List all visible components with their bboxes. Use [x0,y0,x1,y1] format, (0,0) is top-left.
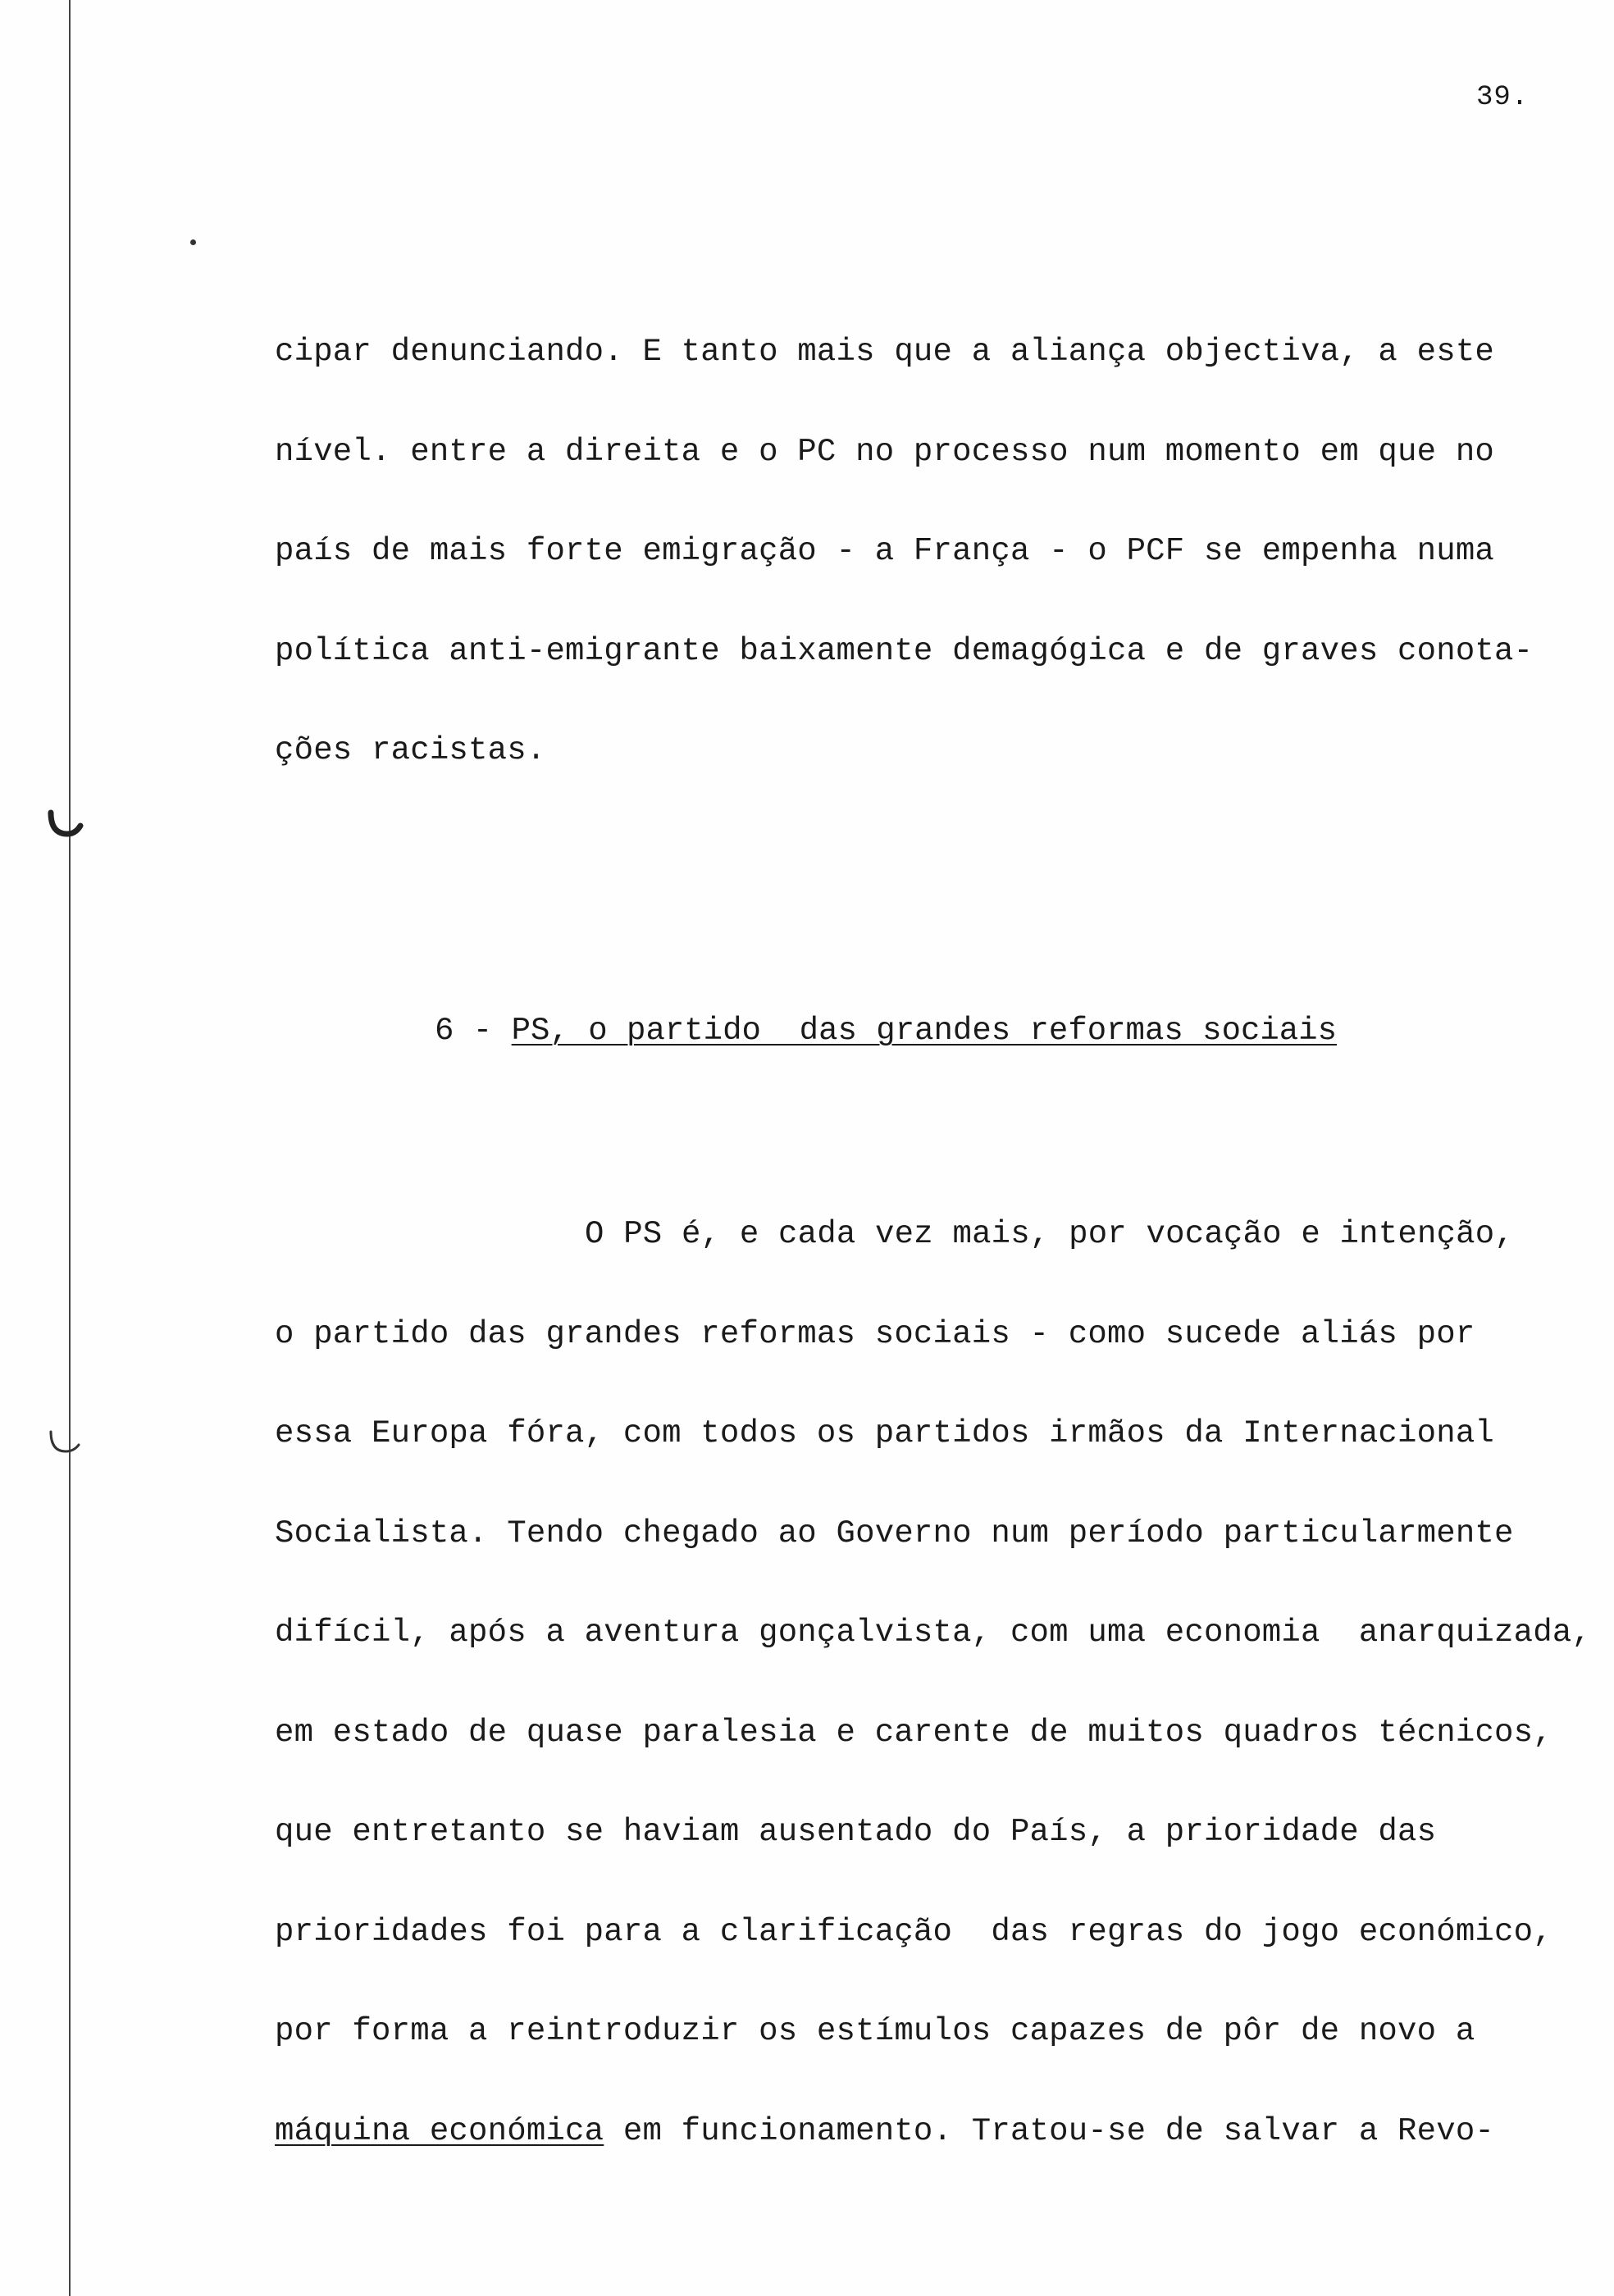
paragraph1-line: nível. entre a direita e o PC no processo num momento em que no [275,434,1495,470]
paragraph1-line: cipar denunciando. E tanto mais que a aliança objectiva, a este [275,334,1495,370]
binding-hole-icon [46,1427,87,1460]
binding-edge-line [69,0,71,2296]
paragraph1-line: ções racistas. [275,732,546,768]
paragraph2-line: Socialista. Tendo chegado ao Governo num período particularmente [275,1515,1514,1551]
last-line-rest: em funcionamento. Tratou-se de salvar a Revo- [604,2113,1495,2149]
underlined-term: máquina económica [275,2113,604,2149]
ink-speck [190,239,196,245]
paragraph2-last-line [275,2113,1495,2149]
section-heading [435,1015,1337,1047]
section-number: 6 - [435,1013,493,1049]
paragraph2-line: difícil, após a aventura gonçalvista, com uma economia anarquizada, [275,1615,1592,1651]
paragraph2-line: O PS é, e cada vez mais, por vocação e intenção, [585,1216,1514,1252]
paragraph1-line: país de mais forte emigração - a França - o PCF se empenha numa [275,533,1495,569]
paragraph2-line: por forma a reintroduzir os estímulos capazes de pôr de novo a [275,2013,1475,2049]
paragraph2-line: essa Europa fóra, com todos os partidos irmãos da Internacional [275,1415,1495,1451]
paragraph2-line: em estado de quase paralesia e carente de muitos quadros técnicos, [275,1715,1552,1751]
paragraph2-line: prioridades foi para a clarificação das regras do jogo económico, [275,1914,1552,1950]
binding-hole-icon [46,808,87,840]
paragraph1-line: política anti-emigrante baixamente demagógica e de graves conota- [275,633,1534,669]
page-number: 39. [1476,82,1530,113]
section-title: PS, o partido das grandes reformas sociais [511,1013,1337,1049]
paragraph2-line: o partido das grandes reformas sociais - como sucede aliás por [275,1316,1475,1352]
paragraph2-line: que entretanto se haviam ausentado do País, a prioridade das [275,1814,1437,1850]
